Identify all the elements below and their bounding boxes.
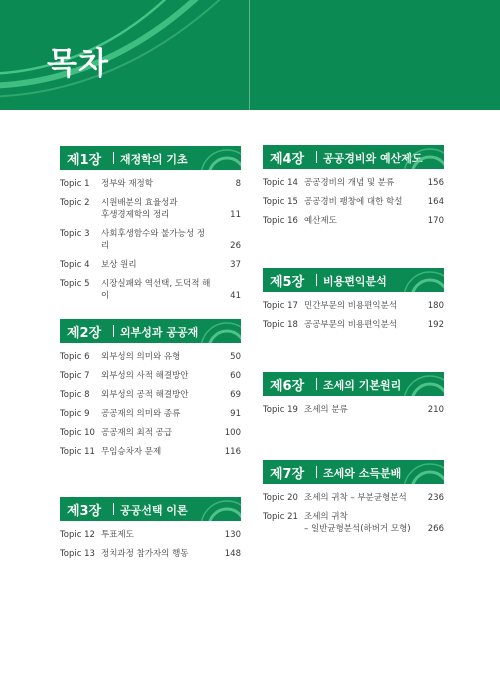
chapter-banner (60, 497, 241, 521)
topic-row[interactable] (263, 511, 444, 535)
topic-label: Topic 12 (60, 530, 95, 540)
chapter-banner (263, 460, 444, 484)
topic-row[interactable] (60, 389, 241, 401)
topic-row[interactable] (60, 408, 241, 420)
topic-row[interactable] (60, 427, 241, 439)
topic-list (263, 177, 444, 227)
topic-row[interactable] (263, 319, 444, 331)
topic-title: 조세의 분류 (304, 405, 348, 415)
topic-label: Topic 6 (60, 352, 90, 362)
topic-title-line-2: 후생경제학의 정리 (101, 210, 170, 220)
topic-page: 156 (427, 178, 444, 188)
topic-list (60, 351, 241, 458)
topic-label: Topic 20 (263, 493, 298, 503)
topic-page: 192 (427, 320, 444, 330)
topic-title: 사회후생함수와 불가능성 정리 (101, 229, 205, 251)
topic-title: 외부성의 공적 해결방안 (101, 390, 189, 400)
topic-label: Topic 14 (263, 178, 298, 188)
banner-arc-decoration (181, 497, 241, 521)
topic-list (263, 300, 444, 331)
chapter-separator (113, 325, 114, 337)
banner-arc-decoration (384, 268, 444, 292)
topic-title: 공공재의 의미와 종류 (101, 409, 181, 419)
topic-label: Topic 18 (263, 320, 298, 330)
topic-label: Topic 10 (60, 428, 95, 438)
topic-title: 조세의 귀착 – 부분균형분석 (304, 493, 407, 503)
topic-label: Topic 16 (263, 216, 298, 226)
topic-title: 민간부문의 비용편익분석 (304, 301, 398, 311)
chapter-title: 비용편익분석 (323, 275, 387, 288)
topic-title-line-2: – 일반균형분석(하버거 모형) (304, 524, 411, 534)
topic-title: 보상 원리 (101, 260, 137, 270)
chapter-banner (263, 268, 444, 292)
topic-row[interactable] (263, 177, 444, 189)
banner-arc-decoration (181, 319, 241, 343)
chapter-title: 조세의 기본원리 (323, 379, 402, 392)
page-header (0, 0, 500, 110)
topic-title: 외부성의 사적 해결방안 (101, 371, 189, 381)
topic-row[interactable] (60, 446, 241, 458)
topic-page: 8 (235, 179, 241, 189)
topic-page: 26 (230, 241, 241, 251)
topic-title: 공공부문의 비용편익분석 (304, 320, 398, 330)
topic-label: Topic 19 (263, 405, 298, 415)
topic-page: 148 (224, 549, 241, 559)
topic-title: 공공경비의 개념 및 분류 (304, 178, 395, 188)
topic-page: 180 (427, 301, 444, 311)
topic-list (60, 178, 241, 302)
topic-page: 170 (427, 216, 444, 226)
chapter-7 (263, 460, 444, 542)
chapter-banner (60, 146, 241, 170)
topic-page: 41 (230, 291, 241, 301)
chapter-number: 제4장 (270, 152, 305, 167)
topic-page: 164 (427, 197, 444, 207)
chapter-6 (263, 372, 444, 423)
chapter-number: 제6장 (270, 379, 305, 394)
chapter-number: 제3장 (67, 504, 102, 519)
topic-label: Topic 9 (60, 409, 90, 419)
chapter-separator (316, 274, 317, 286)
chapter-2 (60, 319, 241, 465)
topic-title: 정치과정 참가자의 행동 (101, 549, 189, 559)
topic-row[interactable] (60, 351, 241, 363)
topic-label: Topic 4 (60, 260, 90, 270)
topic-page: 100 (224, 428, 241, 438)
topic-page: 37 (230, 260, 241, 270)
topic-row[interactable] (263, 492, 444, 504)
topic-label: Topic 11 (60, 447, 95, 457)
topic-page: 116 (224, 447, 241, 457)
topic-label: Topic 5 (60, 279, 90, 289)
topic-page: 210 (427, 405, 444, 415)
topic-title: 시원배분의 효율성과 (101, 198, 178, 208)
topic-row[interactable] (60, 278, 241, 302)
topic-label: Topic 3 (60, 229, 90, 239)
chapter-title: 외부성과 공공재 (120, 326, 199, 339)
chapter-3 (60, 497, 241, 567)
topic-row[interactable] (60, 178, 241, 190)
topic-title: 무임승차자 문제 (101, 447, 162, 457)
chapter-title: 조세와 소득분배 (323, 467, 402, 480)
chapter-number: 제2장 (67, 326, 102, 341)
chapter-separator (316, 466, 317, 478)
topic-label: Topic 1 (60, 179, 90, 189)
chapter-5 (263, 268, 444, 338)
topic-page: 50 (230, 352, 241, 362)
topic-page: 266 (427, 524, 444, 534)
header-divider (249, 0, 250, 110)
chapter-number: 제5장 (270, 275, 305, 290)
chapter-banner (263, 372, 444, 396)
chapter-separator (316, 378, 317, 390)
chapter-banner (263, 145, 444, 169)
topic-page: 69 (230, 390, 241, 400)
topic-row[interactable] (60, 529, 241, 541)
topic-page: 130 (224, 530, 241, 540)
banner-arc-decoration (181, 146, 241, 170)
topic-title: 투표제도 (101, 530, 134, 540)
header-arc-decoration (0, 0, 250, 110)
topic-title: 공공경비 팽창에 대한 학설 (304, 197, 403, 207)
topic-list (60, 529, 241, 560)
topic-page: 236 (427, 493, 444, 503)
topic-row[interactable] (60, 197, 241, 221)
topic-row[interactable] (263, 404, 444, 416)
topic-page: 60 (230, 371, 241, 381)
topic-row[interactable] (263, 300, 444, 312)
topic-list (263, 492, 444, 535)
topic-title: 시장실패와 역선택, 도덕적 해이 (101, 279, 211, 301)
topic-title: 예산제도 (304, 216, 337, 226)
topic-row[interactable] (60, 259, 241, 271)
topic-page: 91 (230, 409, 241, 419)
chapter-number: 제1장 (67, 153, 102, 168)
topic-label: Topic 2 (60, 198, 90, 208)
topic-title: 외부성의 의미와 유형 (101, 352, 181, 362)
topic-page: 11 (230, 210, 241, 220)
page-title: 목차 (47, 46, 109, 82)
banner-arc-decoration (384, 145, 444, 169)
topic-label: Topic 17 (263, 301, 298, 311)
chapter-title: 공공경비와 예산제도 (323, 152, 423, 165)
topic-row[interactable] (60, 228, 241, 252)
topic-title: 공공재의 최적 공급 (101, 428, 173, 438)
topic-row[interactable] (60, 548, 241, 560)
chapter-4 (263, 145, 444, 234)
topic-label: Topic 15 (263, 197, 298, 207)
topic-label: Topic 8 (60, 390, 90, 400)
chapter-title: 공공선택 이론 (120, 504, 188, 517)
topic-title: 조세의 귀착 (304, 512, 348, 522)
topic-label: Topic 7 (60, 371, 90, 381)
chapter-banner (60, 319, 241, 343)
banner-arc-decoration (384, 460, 444, 484)
chapter-title: 재정학의 기초 (120, 153, 188, 166)
chapter-separator (113, 503, 114, 515)
chapter-number: 제7장 (270, 467, 305, 482)
topic-row[interactable] (60, 370, 241, 382)
chapter-separator (113, 152, 114, 164)
topic-label: Topic 13 (60, 549, 95, 559)
topic-label: Topic 21 (263, 512, 298, 522)
chapter-separator (316, 151, 317, 163)
topic-list (263, 404, 444, 416)
topic-row[interactable] (263, 215, 444, 227)
chapter-1 (60, 146, 241, 309)
banner-arc-decoration (384, 372, 444, 396)
topic-row[interactable] (263, 196, 444, 208)
topic-title: 정부와 재정학 (101, 179, 153, 189)
